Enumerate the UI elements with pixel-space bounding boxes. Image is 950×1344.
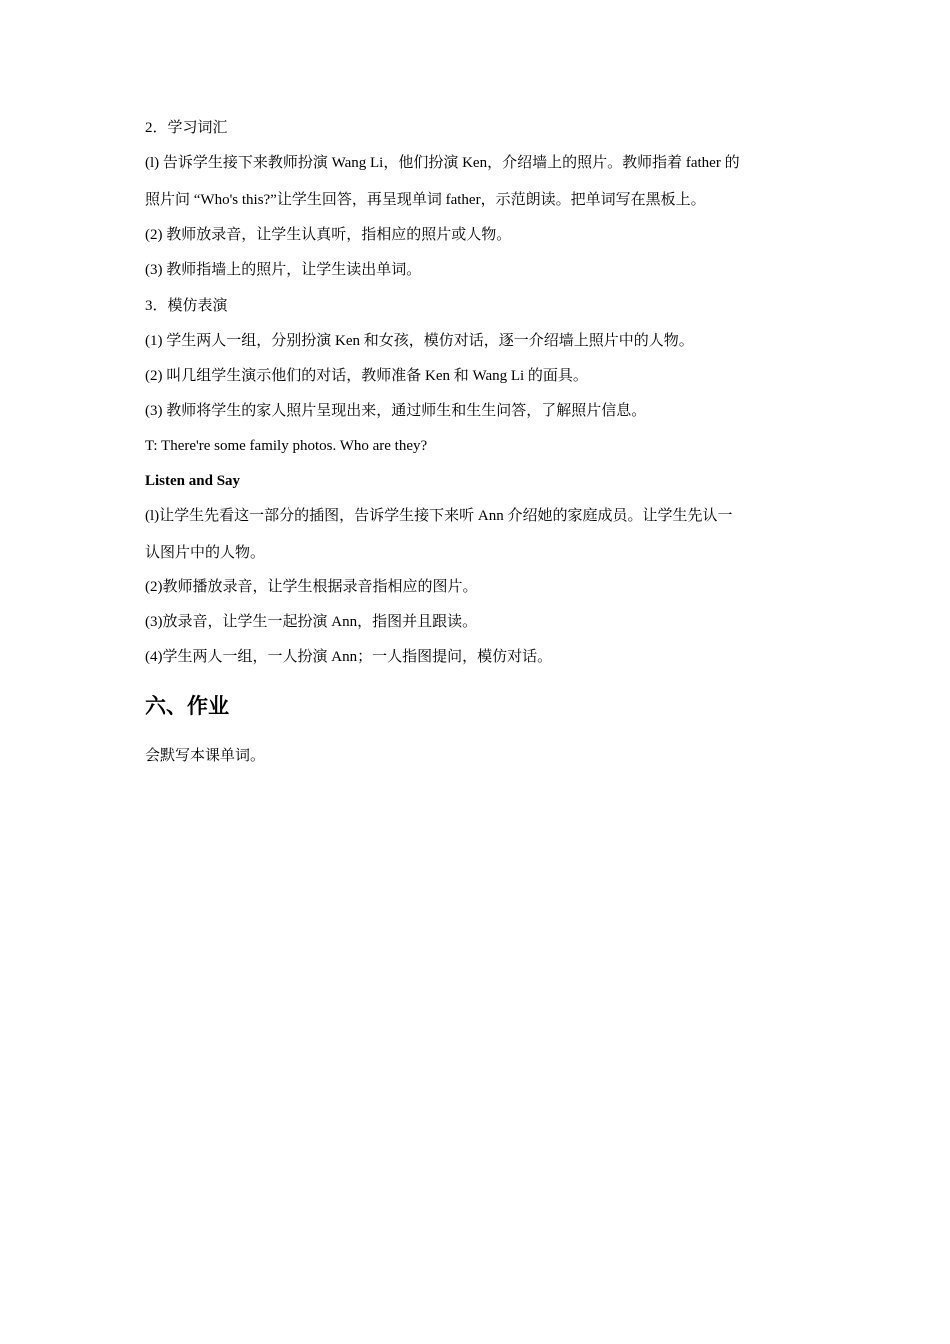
paragraph-line: 认图片中的人物。 [145, 545, 266, 561]
paragraph-line: (2) 叫几组学生演示他们的对话，教师准备 Ken 和 Wang Li 的面具。 [145, 368, 588, 384]
paragraph-line: (2)教师播放录音，让学生根据录音指相应的图片。 [145, 579, 478, 595]
listen-and-say-title: Listen and Say [145, 473, 241, 489]
dialogue-line: T: There're some family photos. Who are they? [145, 438, 428, 454]
paragraph-line: (2) 教师放录音，让学生认真听，指相应的照片或人物。 [145, 227, 512, 243]
subsection-title-vocabulary: 2．学习词汇 [145, 120, 228, 136]
paragraph-line: (l)让学生先看这一部分的插图，告诉学生接下来听 Ann 介绍她的家庭成员。让学生先认一 [145, 508, 733, 524]
paragraph-line: (4)学生两人一组，一人扮演 Ann；一人指图提问，模仿对话。 [145, 649, 553, 665]
section-heading-homework: 六、作业 [145, 694, 229, 718]
paragraph-line: (1) 学生两人一组，分别扮演 Ken 和女孩，模仿对话，逐一介绍墙上照片中的人物。 [145, 333, 694, 349]
paragraph-line: (l) 告诉学生接下来教师扮演 Wang Li，他们扮演 Ken，介绍墙上的照片。教师指着 father 的 [145, 155, 740, 171]
paragraph-line: (3) 教师将学生的家人照片呈现出来，通过师生和生生问答，了解照片信息。 [145, 403, 647, 419]
paragraph-line: (3) 教师指墙上的照片，让学生读出单词。 [145, 262, 422, 278]
paragraph-line: 照片问 “Who's this?”让学生回答，再呈现单词 father，示范朗读。把单词写在黑板上。 [145, 192, 706, 208]
subsection-title-roleplay: 3．模仿表演 [145, 298, 228, 314]
homework-text: 会默写本课单词。 [145, 748, 266, 764]
paragraph-line: (3)放录音，让学生一起扮演 Ann，指图并且跟读。 [145, 614, 478, 630]
